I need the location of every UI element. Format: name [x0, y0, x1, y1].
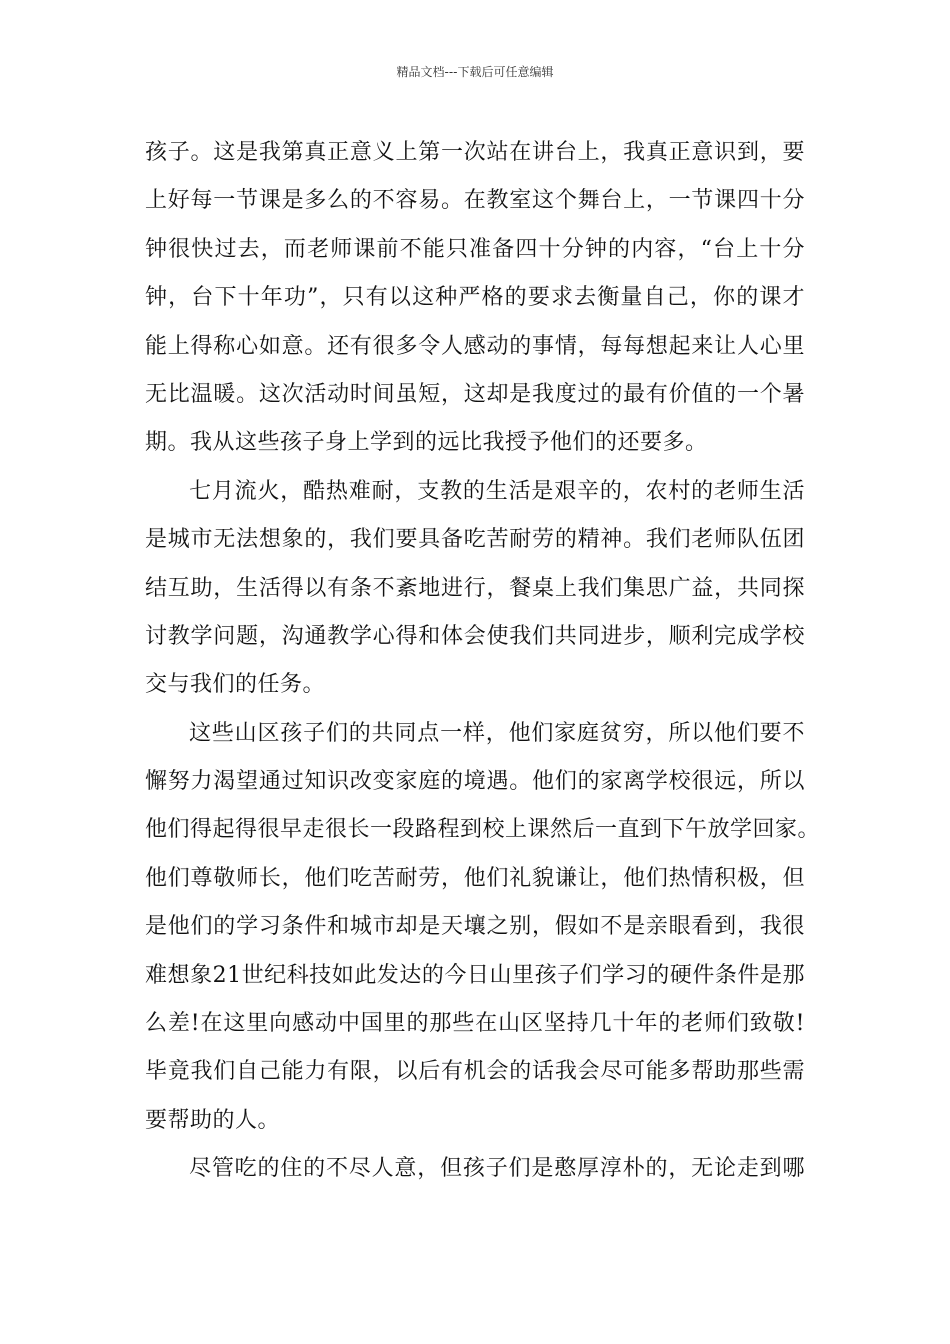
text-line: 期。我从这些孩子身上学到的远比我授予他们的还要多。 [145, 430, 708, 456]
document-body [145, 129, 821, 1194]
text-line: 尽管吃的住的不尽人意，但孩子们是憨厚淳朴的，无论走到哪 [189, 1156, 805, 1182]
text-line: 难想象21世纪科技如此发达的今日山里孩子们学习的硬件条件是那 [145, 962, 805, 988]
text-line: 么差!在这里向感动中国里的那些在山区坚持几十年的老师们致敬! [145, 1011, 805, 1037]
text-line: 要帮助的人。 [145, 1107, 281, 1133]
paragraph-4 [145, 1145, 805, 1193]
paragraph-3 [145, 710, 821, 1146]
text-line: 懈努力渴望通过知识改变家庭的境遇。他们的家离学校很远，所以 [145, 769, 805, 795]
text-line: 上好每一节课是多么的不容易。在教室这个舞台上，一节课四十分 [145, 188, 805, 214]
text-line: 钟，台下十年功”，只有以这种严格的要求去衡量自己，你的课才 [145, 285, 805, 311]
text-line: 他们得起得很早走很长一段路程到校上课然后一直到下午放学回家。 [145, 817, 821, 843]
text-line: 钟很快过去，而老师课前不能只准备四十分钟的内容，“台上十分 [145, 236, 805, 262]
text-line: 讨教学问题，沟通教学心得和体会使我们共同进步，顺利完成学校 [145, 623, 805, 649]
text-line: 无比温暖。这次活动时间虽短，这却是我度过的最有价值的一个暑 [145, 381, 805, 407]
text-line: 能上得称心如意。还有很多令人感动的事情，每每想起来让人心里 [145, 333, 805, 359]
text-line: 孩子。这是我第真正意义上第一次站在讲台上，我真正意识到，要 [145, 140, 805, 165]
text-line: 七月流火，酷热难耐，支教的生活是艰辛的，农村的老师生活 [189, 478, 805, 504]
text-line: 是他们的学习条件和城市却是天壤之别，假如不是亲眼看到，我很 [145, 914, 805, 940]
text-line: 交与我们的任务。 [145, 672, 326, 698]
text-line: 是城市无法想象的，我们要具备吃苦耐劳的精神。我们老师队伍团 [145, 527, 805, 553]
paragraph-1 [145, 129, 805, 468]
text-line: 结互助，生活得以有条不紊地进行，餐桌上我们集思广益，共同探 [145, 575, 805, 601]
text-line: 这些山区孩子们的共同点一样，他们家庭贫穷，所以他们要不 [189, 720, 805, 746]
paragraph-2 [145, 468, 805, 710]
text-line: 他们尊敬师长，他们吃苦耐劳，他们礼貌谦让，他们热情积极，但 [145, 865, 805, 891]
text-line: 毕竟我们自己能力有限，以后有机会的话我会尽可能多帮助那些需 [145, 1059, 805, 1085]
page-header: 精品文档---下载后可任意编辑 [396, 65, 554, 79]
